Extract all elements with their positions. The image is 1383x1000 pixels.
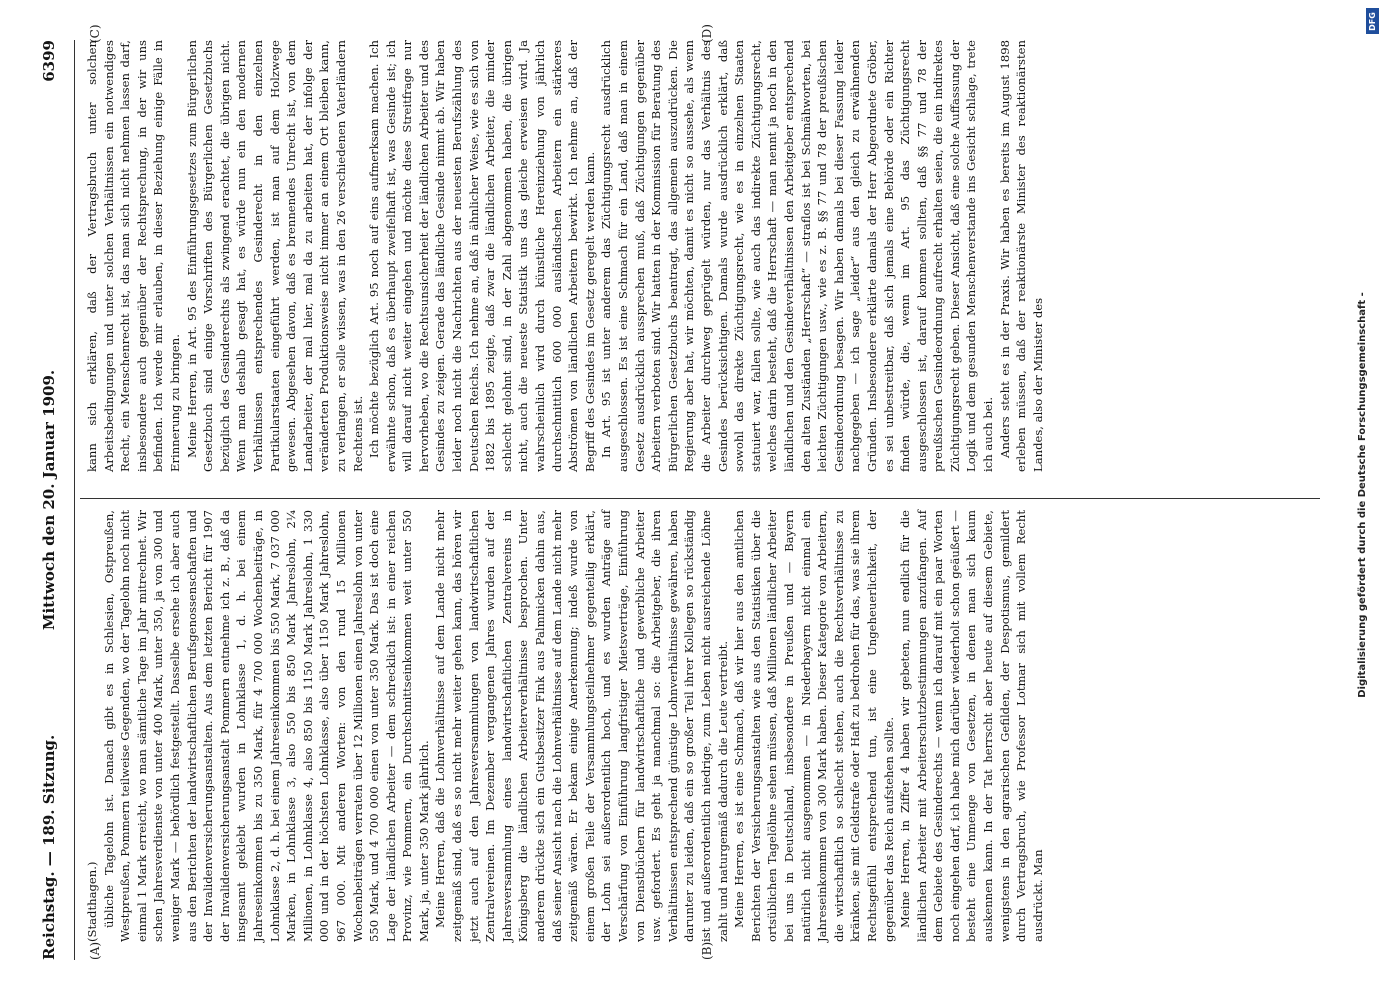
- margin-marker-c: (C): [88, 24, 102, 43]
- paragraph: Meine Herren, in Ziffer 4 haben wir gebeten, nun endlich für die ländlichen Arbeiter mit Arbeiterschutzbestimmungen anzufangen. Auf dem Gebiete des Gesinderechts — wenn ich darauf mit ein paar Worten noch eingehen darf, ich habe mich darüber wiederholt schon geäußert — besteht eine Unmenge von Gesetzen, in denen man sich kaum auskennen kann. In der Tat herrscht aber heute auf diesem Gebiete, wenigstens in den agrarischen Gefilden, der Despotismus, gemildert durch Vertragsbruch, wie Professor Lotmar sich mit vollem Recht ausdrückt. Man: [898, 510, 1045, 942]
- margin-marker-d: (D): [700, 24, 714, 43]
- margin-marker-b: (B): [700, 941, 714, 960]
- page-number: 6399: [40, 40, 58, 82]
- digitization-credit: Digitalisierung gefördert durch die Deutsche Forschungsgemeinschaft -: [1357, 292, 1368, 698]
- right-column: [84, 40, 1046, 472]
- header-date: Mittwoch den 20. Januar 1909.: [40, 369, 58, 631]
- page-header: [40, 40, 66, 960]
- paragraph: übliche Tagelohn ist. Danach gibt es in Schlesien, Ostpreußen, Westpreußen, Pommern teilweise Gegenden, wo der Tagelohn noch nicht einmal 1 Mark erreicht, wo man sämtliche Tage im Jahr mitrechnet. Wir schen Jahresverdienste von unter 400 Mark, unter 350, ja von 300 und weniger Mark — behördlich festgestellt. Dasselbe ersehe ich aber auch aus den Berichten der landwirtschaftlichen Berufsgenossenschaften und der Invalidenversicherungsanstalten. Aus dem letzten Bericht für 1907 der Invalidenversicherungsanstalt Pommern entnehme ich z. B., daß da insgesamt geklebt wurden in Lohnklasse 1, d. h. bei einem Jahreseinkommen bis zu 350 Mark, für 4 700 000 Wochenbeiträge, in Lohnklasse 2, d. h. bei einem Jahreseinkommen bis 550 Mark, 7 037 000 Marken, in Lohnklasse 3, also 550 bis 850 Mark Jahreslohn, 2¼ Millionen, in Lohnklasse 4, also 850 bis 1150 Mark Jahreslohn, 1 330 000 und in der höchsten Lohnklasse, also über 1150 Mark Jahreslohn, 967 000. Mit anderen Worten: von den rund 15 Millionen Wochenbeiträgen verraten über 12 Millionen einen Jahreslohn von unter 550 Mark, und 4 700 000 einen von unter 350 Mark. Das ist doch eine Lage der ländlichen Arbeiter — dem schrecklich ist: in einer reichen Provinz, wie Pommern, ein Durchschnittseinkommen weit unter 550 Mark, ja, unter 350 Mark jährlich.: [101, 510, 431, 942]
- header-left: Reichstag. — 189. Sitzung.: [40, 734, 58, 960]
- speaker-continuation: (Stadthagen.): [85, 861, 99, 942]
- paragraph: Anders steht es in der Praxis. Wir haben es bereits im August 1898 erleben müssen, daß der reaktionärste Minister des reaktionärsten Landes, also der Minister des: [997, 40, 1045, 472]
- dfg-logo: DFG: [1366, 8, 1379, 34]
- paragraph: In Art. 95 ist unter anderem das Züchtigungsrecht ausdrücklich ausgeschlossen. Es ist eine Schmach für ein Land, daß man in einem Gesetz ausdrücklich aussprechen muß, daß Züchtigungen gegenüber Arbeitern verboten sind. Wir hatten in der Kommission für Beratung des Bürgerlichen Gesetzbuchs beantragt, das allgemein auszudrücken. Die Regierung aber hat, wir möchten, damit es nicht so aussehe, als wenn die Arbeiter durchweg geprügelt würden, nur das Verhältnis des Gesindes berücksichtigen. Damals wurde ausdrücklich erklärt, daß sowohl das direkte Züchtigungsrecht, wie es in einzelnen Staaten statuiert war, fallen sollte, wie auch das indirekte Züchtigungsrecht, welches darin besteht, daß die Herrschaft — man nennt ja noch in den ländlichen und den Gesindeverhältnissen den Arbeitgeber entsprechend den alten Zuständen „Herrschaft“ — straflos ist bei Schmähworten, bei leichten Züchtigungen usw., wie es z. B. §§ 77 und 78 der preußischen Gesindeordnung besagen. Wir haben damals bei dieser Fassung leider nachgegeben — ich sage „leider“ aus den gleich zu erwähnenden Gründen. Insbesondere erklärte damals der Herr Abgeordnete Gröber, es sei unbestreitbar, daß sich jemals eine Behörde oder ein Richter finden würde, die, wenn im Art. 95 das Züchtigungsrecht ausgeschlossen ist, darauf kommen sollten, daß §§ 77 und 78 der preußischen Gesindeordnung aufrecht erhalten seien, die ein indirektes Züchtigungsrecht geben. Dieser Ansicht, daß eine solche Auffassung der Logik und dem gesunden Menschenverstande ins Gesicht schlage, trete ich auch bei.: [599, 40, 996, 472]
- paragraph: Meine Herren, in Art. 95 des Einführungsgesetzes zum Bürgerlichen Gesetzbuch sind einige Vorschriften des Bürgerlichen Gesetzbuchs bezüglich des Gesinderechts als zwingend erachtet, die übrigen nicht. Wenn man deshalb gesagt hat, es würde nun ein den modernen Verhältnissen entsprechendes Gesinderecht in den einzelnen Partikularstaaten eingeführt werden, ist man auf dem Holzwege gewesen. Abgesehen davon, daß es brennendes Unrecht ist, von dem Landarbeiter, der mal hier, mal da zu arbeiten hat, der infolge der veränderten Produktionsweise nicht immer an einem Ort bleiben kann, zu verlangen, er solle wissen, was in den 26 verschiedenen Vaterländern Rechtens ist.: [184, 40, 365, 472]
- left-column: [84, 510, 1046, 942]
- margin-marker-a: (A): [88, 941, 102, 960]
- paragraph: Meine Herren, daß die Lohnverhältnisse auf dem Lande nicht mehr zeitgemäß sind, daß es so nicht mehr weiter gehen kann, das hören wir jetzt auch auf den Jahresversammlungen von landwirtschaftlichen Zentralvereinen. Im Dezember vergangenen Jahres wurden auf der Jahresversammlung eines landwirtschaftlichen Zentralvereins in Königsberg die ländlichen Arbeiterverhältnisse besprochen. Unter anderem drückte sich ein Gutsbesitzer Fink aus Palmnicken dahin aus, daß seiner Ansicht nach die Lohnverhältnisse auf dem Lande nicht mehr zeitgemäß wären. Er bekam einige Anerkennung; indeß wurde von einem großen Teile der Versammlungsteilnehmer gegenteilig erklärt, der Lohn sei außerordentlich hoch, und es wurden Anträge auf Verschärfung von Einführung langfristiger Mietsverträge, Einführung von Dienstbüchern für landwirtschaftliche und gewerbliche Arbeiter usw. gefordert. Es geht ja manchmal so: die Arbeitgeber, die ihren Verhältnissen entsprechend günstige Lohnverhältnisse gewähren, haben darunter zu leiden, daß ein so großer Teil ihrer Kollegen so rückständig ist und außerordentlich niedrige, zum Leben nicht ausreichende Löhne zahlt und naturgemäß dadurch die Leute vertreibt.: [433, 510, 730, 942]
- paragraph: kann sich erklären, daß der Vertragsbruch unter solchen Arbeitsbedingungen und unter solchen Verhältnissen ein notwendiges Recht, ein Menschenrecht ist, das man sich nicht nehmen lassen darf, insbesondere auch gegenüber der Rechtsprechung, in der wir uns befinden. Ich werde mir erlauben, in dieser Beziehung einige Fälle in Erinnerung zu bringen.: [85, 40, 182, 472]
- paragraph: Meine Herren, es ist eine Schmach, daß wir hier aus den amtlichen Berichten der Versicherungsanstalten wie aus den Statistiken über die ortsüblichen Tagelöhne sehen müssen, daß Millionen ländlicher Arbeiter bei uns in Deutschland, insbesondere in Preußen und — Bayern natürlich nicht ausgenommen — in Niederbayern nicht einmal ein Jahreseinkommen von 300 Mark haben. Dieser Kategorie von Arbeitern, die wirtschaftlich so schlecht stehen, auch die Rechtsverhältnisse zu kränken, sie mit Geldstrafe oder Haft zu bedrohen für das, was sie ihrem Rechtsgefühl entsprechend tun, ist eine Ungeheuerlichkeit, der gegenüber das Reich aufstehen sollte.: [732, 510, 896, 942]
- paragraph: Ich möchte bezüglich Art. 95 noch auf eins aufmerksam machen. Ich erwähnte schon, daß es überhaupt zweifelhaft ist, was Gesinde ist; ich will darauf nicht weiter eingehen und möchte diese Streitfrage nur hervorheben, wo die Rechtsunsicherheit der ländlichen Arbeiter und des Gesindes zu zeigen. Gerade das ländliche Gesinde nimmt ab. Wir haben leider noch nicht die Nachrichten aus der neuesten Berufszählung des Deutschen Reichs. Ich nehme an, daß in ähnlicher Weise, wie es sich von 1882 bis 1895 zeigte, daß zwar die ländlichen Arbeiter, die minder schlecht gelohnt sind, in der Zahl abgenommen haben, die übrigen nicht, auch die neueste Statistik uns das gleiche erweisen wird. Ja wahrscheinlich wird durch künstliche Hereinziehung von jährlich durchschnittlich 600 000 ausländischen Arbeitern ein stärkeres Abströmen von ländlichen Arbeitern bewirkt. Ich nehme an, daß der Begriff des Gesindes im Gesetz geregelt werden kann.: [367, 40, 597, 472]
- header-rule: [74, 40, 75, 960]
- column-divider: [80, 498, 1320, 499]
